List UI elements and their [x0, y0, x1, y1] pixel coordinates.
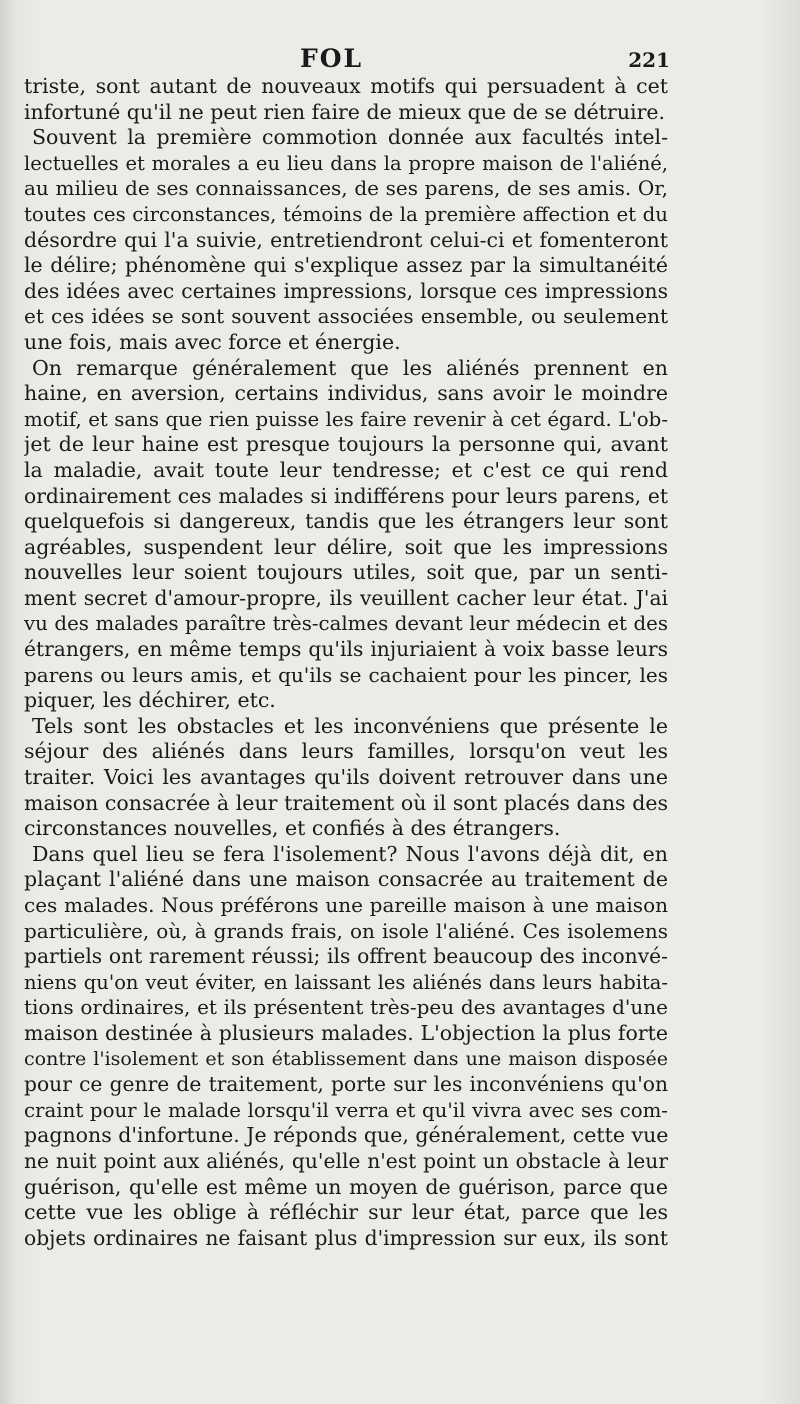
- body-text: [24, 74, 668, 1251]
- text-line: traiter. Voici les avantages qu'ils doivent retrouver dans une: [24, 765, 668, 790]
- text-line: une fois, mais avec force et énergie.: [24, 329, 401, 354]
- text-line: des idées avec certaines impressions, lorsque ces impressions: [24, 278, 668, 303]
- text-line: pour ce genre de traitement, porte sur les inconvéniens qu'on: [24, 1072, 668, 1097]
- text-line: niens qu'on veut éviter, en laissant les aliénés dans leurs habita-: [24, 970, 668, 994]
- text-line: quelquefois si dangereux, tandis que les étrangers leur sont: [24, 509, 668, 534]
- text-line: lectuelles et morales a eu lieu dans la propre maison de l'aliéné,: [24, 151, 668, 175]
- page-number: 221: [628, 48, 670, 72]
- text-line: maison consacrée à leur traitement où il sont placés dans des: [24, 790, 668, 815]
- text-line: contre l'isolement et son établissement dans une maison disposée: [24, 1047, 668, 1070]
- text-line: Dans quel lieu se fera l'isolement? Nous l'avons déjà dit, en: [32, 841, 668, 866]
- text-line: cette vue les oblige à réfléchir sur leur état, parce que les: [24, 1200, 668, 1225]
- text-line: nouvelles leur soient toujours utiles, soit que, par un senti-: [24, 560, 668, 585]
- text-line: triste, sont autant de nouveaux motifs qui persuadent à cet: [24, 74, 668, 98]
- text-line: On remarque généralement que les aliénés prennent en: [32, 355, 668, 380]
- text-line: guérison, qu'elle est même un moyen de guérison, parce que: [24, 1174, 668, 1199]
- text-line: vu des malades paraître très-calmes devant leur médecin et des: [24, 612, 668, 636]
- text-line: plaçant l'aliéné dans une maison consacrée au traitement de: [24, 867, 668, 892]
- text-line: circonstances nouvelles, et confiés à des étrangers.: [24, 816, 561, 841]
- text-line: motif, et sans que rien puisse les faire revenir à cet égard. L'ob-: [24, 407, 668, 431]
- text-line: séjour des aliénés dans leurs familles, lorsqu'on veut les: [24, 739, 668, 764]
- text-line: et ces idées se sont souvent associées ensemble, ou seulement: [24, 304, 668, 329]
- text-line: infortuné qu'il ne peut rien faire de mieux que de se détruire.: [24, 99, 666, 124]
- text-line: pagnons d'infortune. Je réponds que, généralement, cette vue: [24, 1123, 668, 1148]
- text-line: Tels sont les obstacles et les inconvéniens que présente le: [32, 713, 668, 738]
- running-head: FOL: [300, 44, 364, 73]
- text-line: haine, en aversion, certains individus, sans avoir le moindre: [24, 381, 668, 406]
- text-line: ordinairement ces malades si indifférens pour leurs parens, et: [24, 483, 668, 508]
- text-line: Souvent la première commotion donnée aux facultés intel-: [32, 125, 668, 150]
- text-line: au milieu de ses connaissances, de ses parens, de ses amis. Or,: [24, 176, 668, 201]
- text-line: partiels ont rarement réussi; ils offrent beaucoup des inconvé-: [24, 944, 668, 969]
- text-line: étrangers, en même temps qu'ils injuriaient à voix basse leurs: [24, 637, 668, 662]
- text-line: agréables, suspendent leur délire, soit que les impressions: [24, 534, 668, 559]
- text-line: piquer, les déchirer, etc.: [24, 688, 276, 713]
- text-line: ment secret d'amour-propre, ils veuillent cacher leur état. J'ai: [24, 585, 668, 610]
- text-line: craint pour le malade lorsqu'il verra et qu'il vivra avec ses com-: [24, 1098, 668, 1122]
- text-line: parens ou leurs amis, et qu'ils se cachaient pour les pincer, les: [24, 662, 668, 687]
- text-line: désordre qui l'a suivie, entretiendront celui-ci et fomenteront: [24, 227, 668, 252]
- text-line: ne nuit point aux aliénés, qu'elle n'est point un obstacle à leur: [24, 1148, 668, 1173]
- text-line: la maladie, avait toute leur tendresse; et c'est ce qui rend: [24, 457, 668, 482]
- text-line: ces malades. Nous préférons une pareille maison à une maison: [24, 893, 668, 917]
- text-line: objets ordinaires ne faisant plus d'impression sur eux, ils sont: [24, 1225, 668, 1250]
- text-line: tions ordinaires, et ils présentent très-peu des avantages d'une: [24, 995, 668, 1020]
- text-line: particulière, où, à grands frais, on isole l'aliéné. Ces isolemens: [24, 918, 668, 943]
- text-line: jet de leur haine est presque toujours la personne qui, avant: [24, 432, 668, 457]
- text-line: toutes ces circonstances, témoins de la première affection et du: [24, 202, 668, 226]
- text-line: maison destinée à plusieurs malades. L'objection la plus forte: [24, 1020, 668, 1045]
- text-line: le délire; phénomène qui s'explique assez par la simultanéité: [24, 253, 668, 278]
